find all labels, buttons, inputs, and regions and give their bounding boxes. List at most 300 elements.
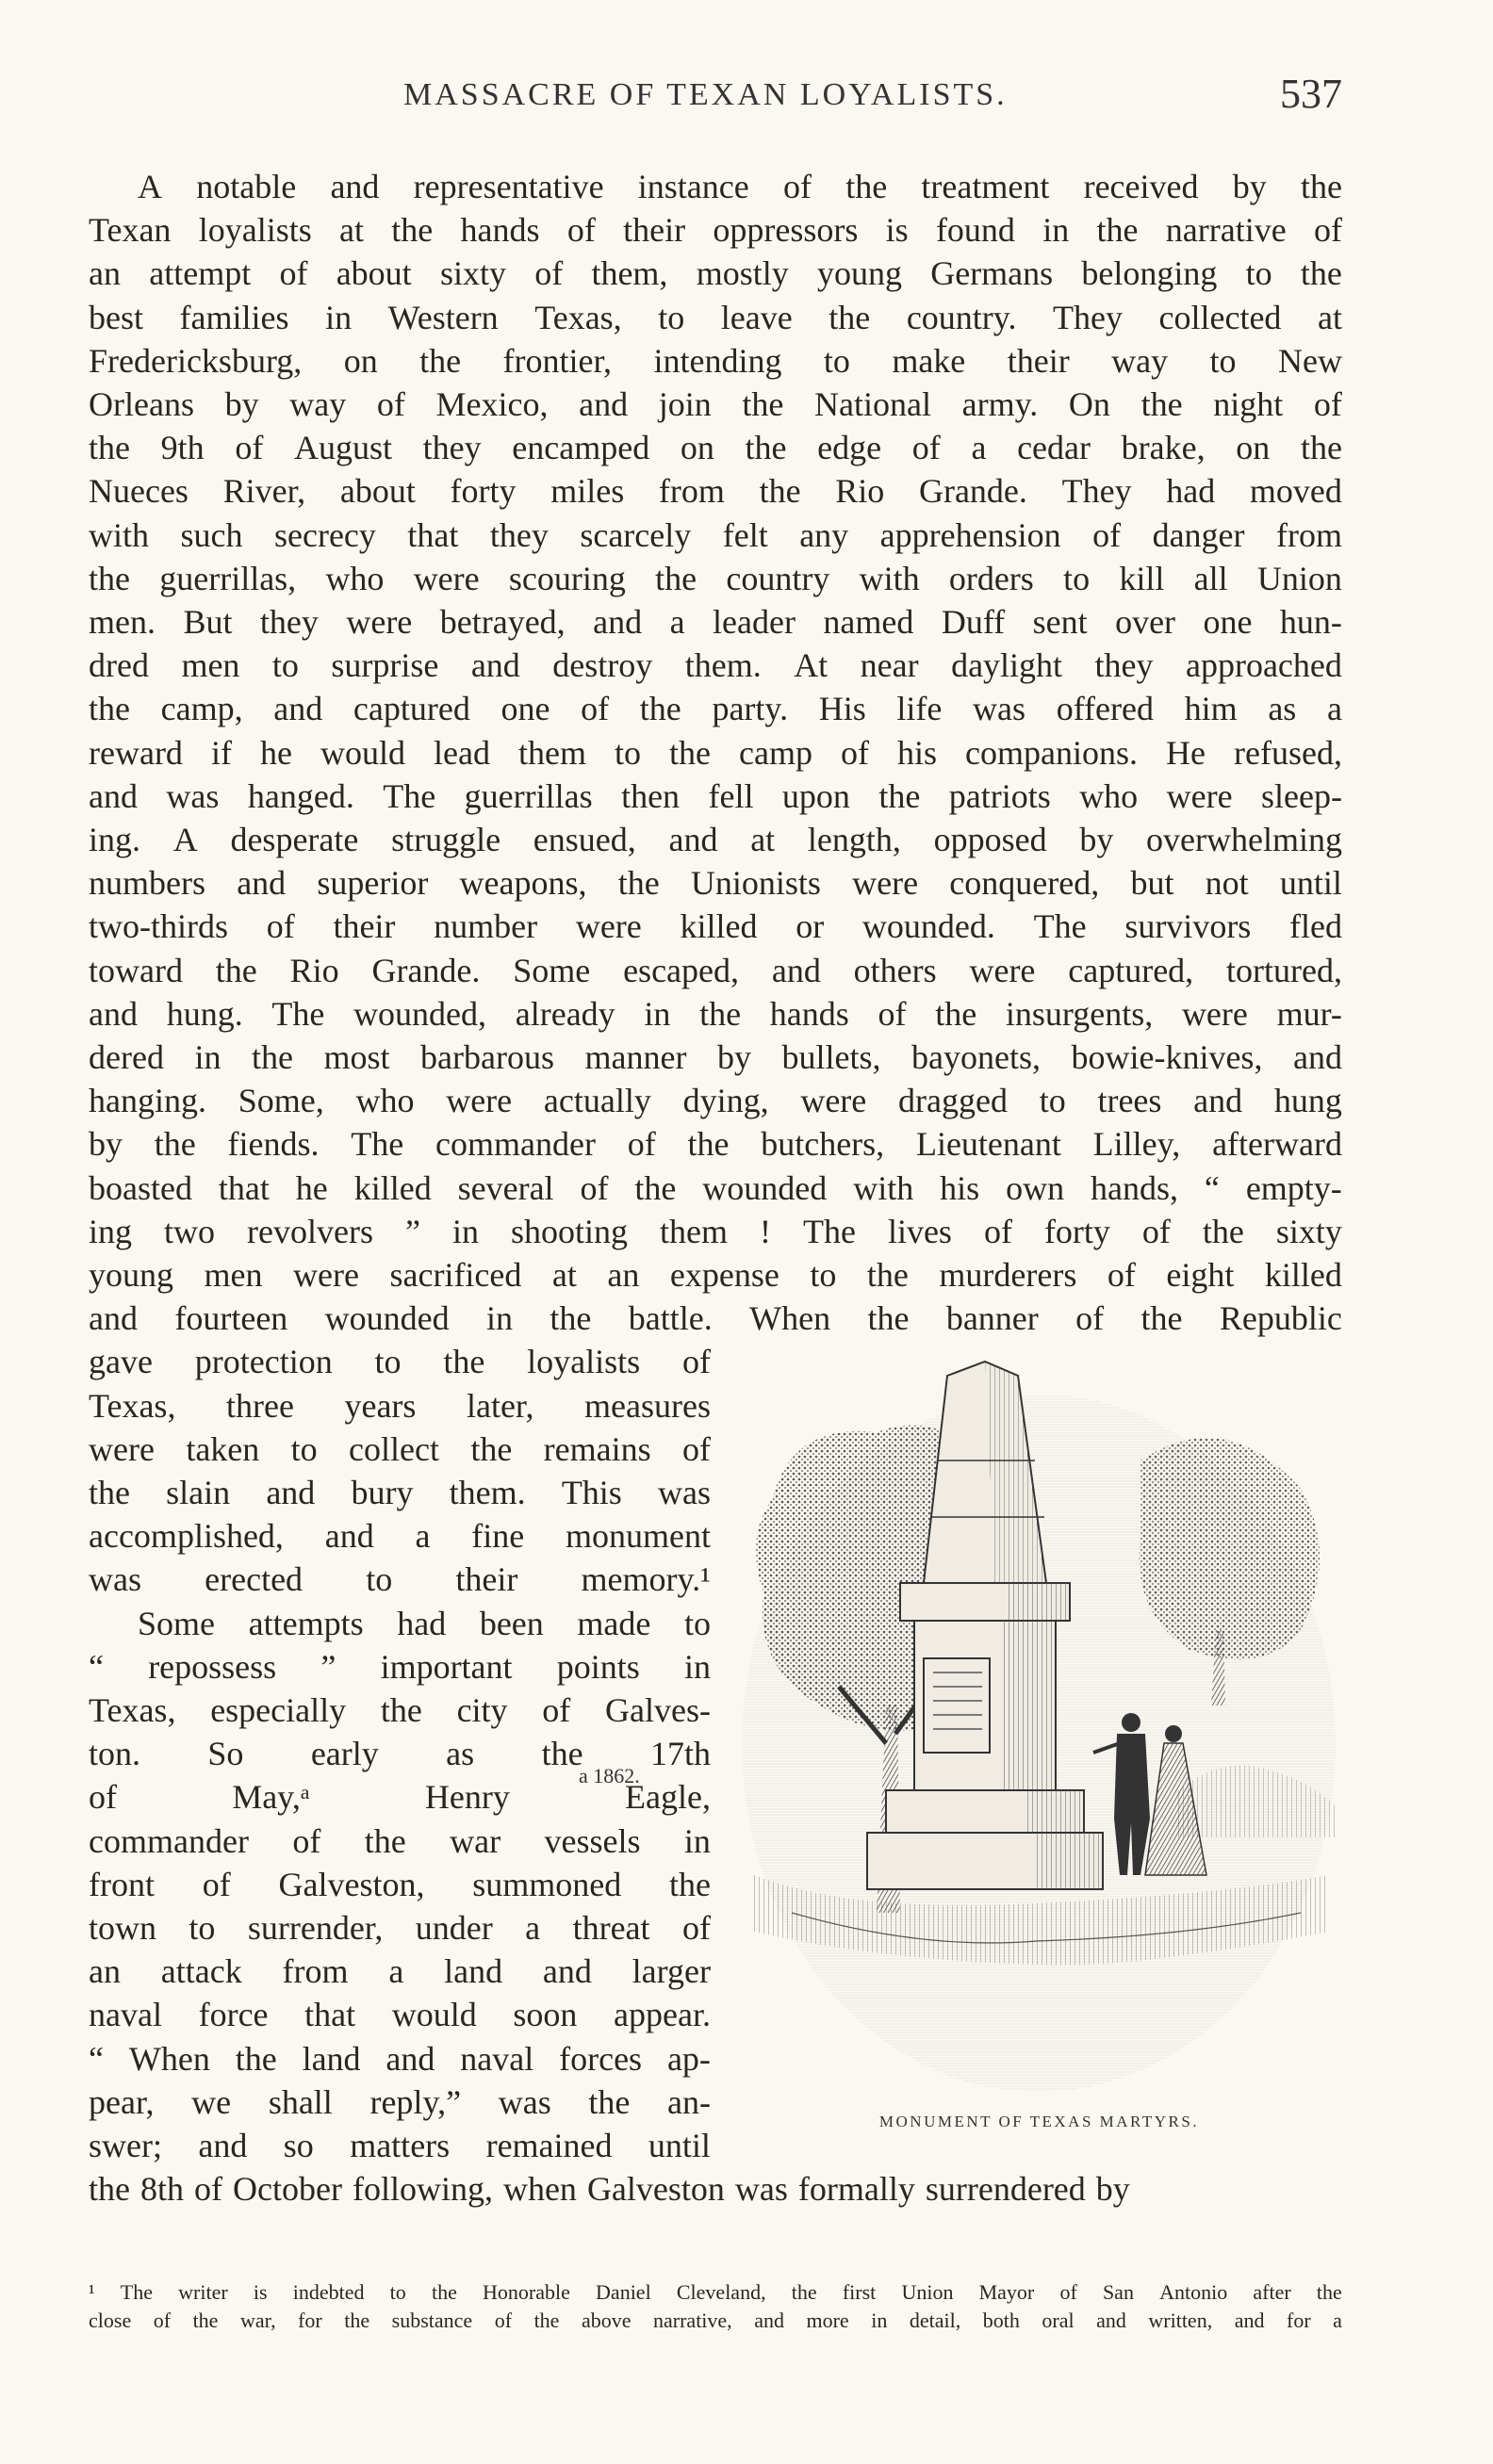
body-word: were	[1181, 994, 1248, 1033]
body-word: of	[292, 1821, 321, 1860]
body-word: sixty	[1275, 1212, 1342, 1250]
body-word: killed	[1264, 1256, 1342, 1294]
body-word: remains	[543, 1429, 651, 1468]
body-word: conquered,	[949, 864, 1100, 903]
body-word: of	[194, 2170, 222, 2209]
body-word: the	[745, 429, 787, 467]
body-word: of	[681, 1909, 711, 1947]
body-word: been	[479, 1604, 544, 1642]
body-word: of	[581, 690, 610, 728]
footnote-word: substance	[391, 2309, 473, 2332]
body-word: narrative	[1165, 211, 1287, 250]
footnote-word: the	[431, 2280, 457, 2304]
footnote-word: Mayor	[978, 2280, 1035, 2304]
body-word: were	[852, 864, 919, 903]
body-word: important	[380, 1647, 513, 1686]
body-word: opposed	[933, 821, 1047, 858]
body-line	[89, 1906, 711, 1950]
body-word: matters	[350, 2127, 451, 2164]
body-word: front	[89, 1865, 155, 1903]
footnote-word: the	[192, 2309, 219, 2332]
body-word: captured	[353, 690, 470, 728]
body-word: if	[210, 733, 232, 772]
body-word: years	[344, 1386, 417, 1425]
body-word: their	[333, 907, 396, 946]
body-word: “	[89, 2039, 104, 2078]
body-word: a	[971, 429, 987, 467]
body-word: ap-	[666, 2039, 711, 2078]
body-line	[89, 1514, 711, 1558]
body-line	[89, 1471, 711, 1514]
body-word: to	[683, 1604, 711, 1642]
body-word: But	[183, 603, 233, 641]
body-line	[89, 1384, 711, 1428]
body-word: they	[422, 429, 482, 467]
body-word: fell	[708, 776, 754, 815]
body-word: October	[233, 2170, 342, 2209]
body-word: of	[266, 907, 295, 946]
body-word: the	[867, 1299, 910, 1338]
body-word: were	[293, 1256, 359, 1294]
footnote-word: for	[298, 2309, 322, 2332]
body-word: the	[829, 298, 871, 336]
body-word: upon	[781, 776, 850, 815]
body-word: of	[983, 1212, 1012, 1250]
body-word: miles	[550, 472, 625, 511]
body-word: The	[1033, 907, 1087, 946]
body-word: weapons,	[459, 864, 587, 903]
body-word: of	[911, 429, 941, 467]
body-word: gave	[89, 1343, 153, 1381]
body-word: of	[1313, 385, 1342, 423]
body-word: August	[293, 429, 392, 467]
body-word: attack	[160, 1952, 242, 1991]
body-word: from	[282, 1952, 349, 1991]
body-word: the	[639, 690, 681, 728]
body-word: night	[1213, 385, 1284, 423]
body-word: insurgents,	[1005, 994, 1154, 1033]
body-word: them	[517, 733, 586, 772]
body-word: Grande.	[918, 472, 1027, 511]
body-word: banner	[945, 1299, 1039, 1338]
body-word: representative	[413, 168, 604, 205]
body-word: the	[759, 472, 801, 511]
body-line	[89, 1950, 711, 1993]
body-word: toward	[89, 951, 183, 989]
body-word: when	[502, 2170, 577, 2209]
body-word: bullets,	[781, 1038, 881, 1076]
body-word: the	[687, 1125, 730, 1164]
body-word: by	[716, 1038, 751, 1076]
body-word: in	[1042, 211, 1070, 250]
body-word: at	[339, 211, 364, 250]
body-word: killed	[353, 1168, 432, 1207]
footnote-line	[89, 2278, 1342, 2307]
body-word: and	[579, 385, 629, 423]
body-word: he	[295, 1168, 328, 1207]
body-word: by	[1079, 821, 1114, 858]
body-word: they	[259, 603, 319, 641]
body-word: an-	[667, 2082, 711, 2121]
body-word: cedar	[1017, 429, 1091, 467]
body-word: manner	[584, 1038, 687, 1076]
body-word: boasted	[89, 1168, 192, 1207]
footnote-word: a	[1333, 2309, 1342, 2332]
footnote-word: Cleveland,	[676, 2280, 766, 2304]
body-word: but	[1130, 864, 1174, 903]
body-line	[89, 426, 1342, 469]
body-word: three	[225, 1386, 294, 1425]
body-word: Galveston	[586, 2170, 725, 2209]
body-word: that	[407, 515, 459, 554]
body-word: in	[644, 994, 671, 1033]
body-word: offered	[1056, 690, 1154, 728]
body-word: by	[1095, 2170, 1130, 2209]
body-word: murderers	[939, 1256, 1077, 1294]
body-word: the	[215, 951, 257, 989]
body-word: afterward	[1212, 1125, 1342, 1164]
body-word: Rio	[835, 472, 885, 511]
body-word: young	[816, 254, 902, 293]
body-word: the	[364, 1821, 406, 1860]
body-word: moved	[1249, 472, 1342, 511]
body-word: the	[699, 994, 742, 1033]
body-word: pear,	[89, 2082, 155, 2121]
body-word: early	[310, 1735, 379, 1773]
body-word: to	[366, 1560, 393, 1599]
body-word: such	[180, 515, 243, 554]
body-word: struggle	[391, 821, 501, 858]
body-word: shall	[268, 2082, 333, 2121]
body-word: lead	[433, 733, 490, 772]
body-word: the	[154, 1125, 196, 1164]
body-word: frontier,	[502, 341, 613, 380]
body-word: ”	[404, 1212, 420, 1250]
footnote-word: above	[581, 2309, 632, 2332]
body-word: mur-	[1276, 994, 1342, 1033]
body-word: treatment	[921, 168, 1050, 205]
body-word: Galveston,	[278, 1865, 425, 1903]
body-word: length,	[807, 821, 901, 858]
body-word: appear.	[614, 1996, 711, 2034]
body-word: revolvers	[247, 1212, 373, 1250]
body-word: and	[470, 646, 520, 685]
body-word: the	[89, 1474, 130, 1511]
body-word: fourteen	[174, 1299, 288, 1338]
body-word: Some	[513, 951, 591, 989]
body-word: hung	[1273, 1082, 1342, 1120]
body-word: taken	[186, 1429, 260, 1468]
body-word: the	[380, 1691, 422, 1729]
body-word: Eagle,	[625, 1778, 711, 1817]
body-word: Rio	[289, 951, 339, 989]
body-word: town	[89, 1909, 156, 1947]
body-word: and	[1292, 1038, 1342, 1076]
body-word: wounded	[324, 1299, 450, 1338]
body-word: of	[534, 254, 564, 293]
body-word: 9th	[160, 429, 205, 467]
footnote-word: indebted	[292, 2280, 365, 2304]
body-word: lives	[887, 1212, 952, 1250]
page-number: 537	[1280, 71, 1342, 117]
body-word: an	[89, 1952, 121, 1991]
running-head: MASSACRE OF TEXAN LOYALISTS.	[403, 77, 1008, 112]
body-word: “	[1204, 1168, 1220, 1207]
body-word: on	[343, 341, 378, 380]
body-word: and	[593, 603, 643, 641]
body-word: wounded,	[353, 994, 487, 1033]
body-word: Some	[138, 1604, 216, 1642]
body-line	[89, 1863, 711, 1906]
body-word: ton.	[89, 1735, 141, 1773]
body-word: and	[273, 690, 323, 728]
body-word: hands,	[1091, 1168, 1178, 1207]
body-word: the	[1140, 385, 1183, 423]
marginal-date-note: a 1862.	[579, 1764, 640, 1787]
body-word: join	[658, 385, 712, 423]
body-word: guerrillas,	[159, 559, 297, 597]
body-word: repossess	[148, 1647, 277, 1686]
footnote-word: of	[494, 2309, 513, 2332]
body-word: to	[290, 1429, 318, 1468]
body-word: of	[878, 994, 907, 1033]
body-word: a	[669, 603, 685, 641]
body-word: the	[588, 2082, 631, 2121]
footnote-word: to	[389, 2280, 406, 2304]
body-line	[89, 2124, 711, 2167]
body-word: measures	[584, 1386, 711, 1425]
body-line	[89, 1167, 1342, 1210]
body-word: felt	[722, 515, 768, 554]
body-word: forces	[559, 2039, 643, 2078]
body-word: expense	[669, 1256, 779, 1294]
footnote-word: narrative,	[653, 2309, 732, 2332]
footnote-word: more	[806, 2309, 849, 2332]
footnote-word: written,	[1148, 2309, 1213, 2332]
body-word: were	[346, 603, 413, 641]
body-word: of	[1075, 1299, 1105, 1338]
body-word: daylight	[951, 646, 1063, 685]
body-line	[89, 861, 1342, 905]
body-word: to	[1245, 254, 1272, 293]
body-line	[89, 339, 1342, 383]
body-word: encamped	[512, 429, 650, 467]
body-word: desperate	[230, 821, 359, 858]
body-line	[89, 165, 1342, 208]
body-word: their	[623, 211, 686, 250]
body-word: 8th	[139, 2170, 184, 2209]
body-word: betrayed,	[439, 603, 566, 641]
body-line	[89, 775, 1342, 818]
body-word: Unionists	[690, 864, 821, 903]
body-word: battle.	[628, 1299, 713, 1338]
footnote-word: first	[842, 2280, 877, 2304]
body-word: At	[794, 646, 829, 685]
body-line	[89, 1079, 1342, 1122]
body-word: his	[897, 733, 938, 772]
body-word: to	[810, 1256, 837, 1294]
body-word: loyalists	[198, 211, 312, 250]
body-word: with	[859, 559, 920, 597]
body-word: bowie-knives,	[1071, 1038, 1263, 1076]
body-word: the	[1202, 1212, 1244, 1250]
body-word: others	[853, 951, 937, 989]
body-word: patriots	[948, 776, 1051, 815]
body-word: who	[355, 1082, 415, 1120]
body-word: the	[443, 1343, 485, 1381]
body-word: who	[1079, 776, 1139, 815]
body-word: River,	[222, 472, 306, 511]
body-word: them,	[591, 254, 668, 293]
body-word: by	[224, 385, 259, 423]
body-word: summoned	[472, 1865, 622, 1903]
footnote-word: the	[344, 2309, 370, 2332]
body-word: were	[413, 559, 480, 597]
body-word: as	[1268, 690, 1297, 728]
body-word: country.	[906, 298, 1017, 336]
body-word: was	[166, 776, 220, 815]
body-word: the	[634, 1168, 677, 1207]
body-word: way	[1111, 341, 1169, 380]
body-word: The	[383, 776, 436, 815]
body-word: He	[1166, 733, 1206, 772]
body-line	[89, 383, 1342, 426]
body-word: This	[561, 1474, 622, 1511]
body-word: his	[940, 1168, 980, 1207]
footnote-word: and	[1234, 2309, 1265, 2332]
body-word: of	[682, 1429, 711, 1468]
body-word: with	[89, 515, 150, 554]
body-word: and	[668, 821, 718, 858]
body-word: that	[304, 1996, 356, 2034]
body-line	[89, 1340, 711, 1383]
body-word: especially	[210, 1691, 347, 1729]
footnote-word: the	[791, 2280, 817, 2304]
body-word: men	[204, 1256, 263, 1294]
body-word: forty	[1043, 1212, 1110, 1250]
body-word: wounded	[702, 1168, 828, 1207]
body-word: barbarous	[420, 1038, 554, 1076]
body-word: secrecy	[273, 515, 376, 554]
body-word: of	[682, 1343, 711, 1381]
monument-engraving	[735, 1347, 1343, 2092]
body-word: to	[1039, 1082, 1066, 1120]
body-word: men	[181, 646, 240, 685]
body-word: and	[386, 2039, 435, 2078]
body-word: destroy	[552, 646, 653, 685]
body-word: A	[138, 168, 162, 205]
body-word: leader	[713, 603, 796, 641]
body-word: already	[515, 994, 615, 1033]
body-word: found	[935, 211, 1015, 250]
footnote-word: both	[982, 2309, 1020, 2332]
body-word: Mexico,	[435, 385, 549, 423]
body-word: war	[450, 1821, 501, 1860]
body-line	[89, 1993, 711, 2036]
body-word: fiends.	[227, 1125, 320, 1164]
body-line	[89, 1036, 1342, 1079]
body-word: The	[271, 994, 325, 1033]
body-word: protection	[194, 1343, 333, 1381]
body-word: Orleans	[89, 385, 194, 423]
body-word: at	[551, 1256, 577, 1294]
body-word: collect	[349, 1429, 439, 1468]
body-word: the	[419, 341, 462, 380]
body-word: the	[935, 994, 977, 1033]
body-word: wounded.	[861, 907, 995, 946]
body-word: scouring	[508, 559, 626, 597]
body-word: dred	[89, 646, 149, 685]
body-word: survivors	[1124, 907, 1252, 946]
body-word: in	[683, 1821, 711, 1860]
body-line	[89, 296, 1342, 339]
body-word: Texas,	[89, 1691, 176, 1729]
body-word: belonging	[1081, 254, 1218, 293]
body-word: near	[860, 646, 919, 685]
body-word: from	[1276, 515, 1342, 554]
body-word: actually	[543, 1082, 651, 1120]
body-word: points	[556, 1647, 640, 1686]
body-word: brake,	[1121, 429, 1206, 467]
body-word: and	[1193, 1082, 1243, 1120]
body-word: of	[1313, 211, 1342, 250]
body-word: we	[191, 2082, 232, 2121]
body-word: larger	[632, 1952, 711, 1991]
body-word: of	[376, 385, 405, 423]
body-word: is	[885, 211, 909, 250]
body-word: were	[1166, 776, 1233, 815]
body-word: ing.	[89, 821, 141, 858]
body-word: a	[415, 1517, 431, 1556]
body-word: following,	[352, 2170, 493, 2209]
body-word: the	[1300, 254, 1342, 293]
body-word: intending	[653, 341, 782, 380]
body-word: erected	[205, 1560, 304, 1599]
body-word: received	[1083, 168, 1199, 205]
body-word: refused,	[1234, 733, 1342, 772]
body-word: Texan	[89, 211, 172, 250]
body-line	[89, 687, 1342, 730]
body-word: with	[853, 1168, 914, 1207]
body-word: of	[279, 254, 308, 293]
body-word: 17th	[649, 1735, 711, 1773]
body-word: land	[444, 1952, 503, 1991]
body-word: camp	[739, 733, 812, 772]
body-word: were	[969, 951, 1036, 989]
body-word: of	[627, 1125, 656, 1164]
body-word: attempts	[248, 1604, 364, 1642]
body-word: of	[782, 168, 812, 205]
body-word: them.	[449, 1474, 526, 1511]
body-word: eight	[1166, 1256, 1235, 1294]
figure-caption: MONUMENT OF TEXAS MARTYRS.	[878, 2113, 1200, 2130]
body-word: them.	[684, 646, 762, 685]
body-word: the	[1096, 211, 1139, 250]
body-word: “	[89, 1647, 104, 1686]
body-word: the	[550, 1299, 592, 1338]
body-word: trees	[1097, 1082, 1162, 1120]
body-word: to	[189, 1909, 216, 1947]
body-word: of	[1141, 1212, 1171, 1250]
body-word: superior	[317, 864, 429, 903]
body-word: men.	[89, 603, 156, 641]
body-word: collected	[1158, 298, 1282, 336]
body-word: Nueces	[89, 472, 189, 511]
body-word: until	[648, 2127, 711, 2164]
body-word: make	[892, 341, 966, 380]
body-word: and	[542, 1952, 592, 1991]
body-word: notable	[196, 168, 297, 205]
